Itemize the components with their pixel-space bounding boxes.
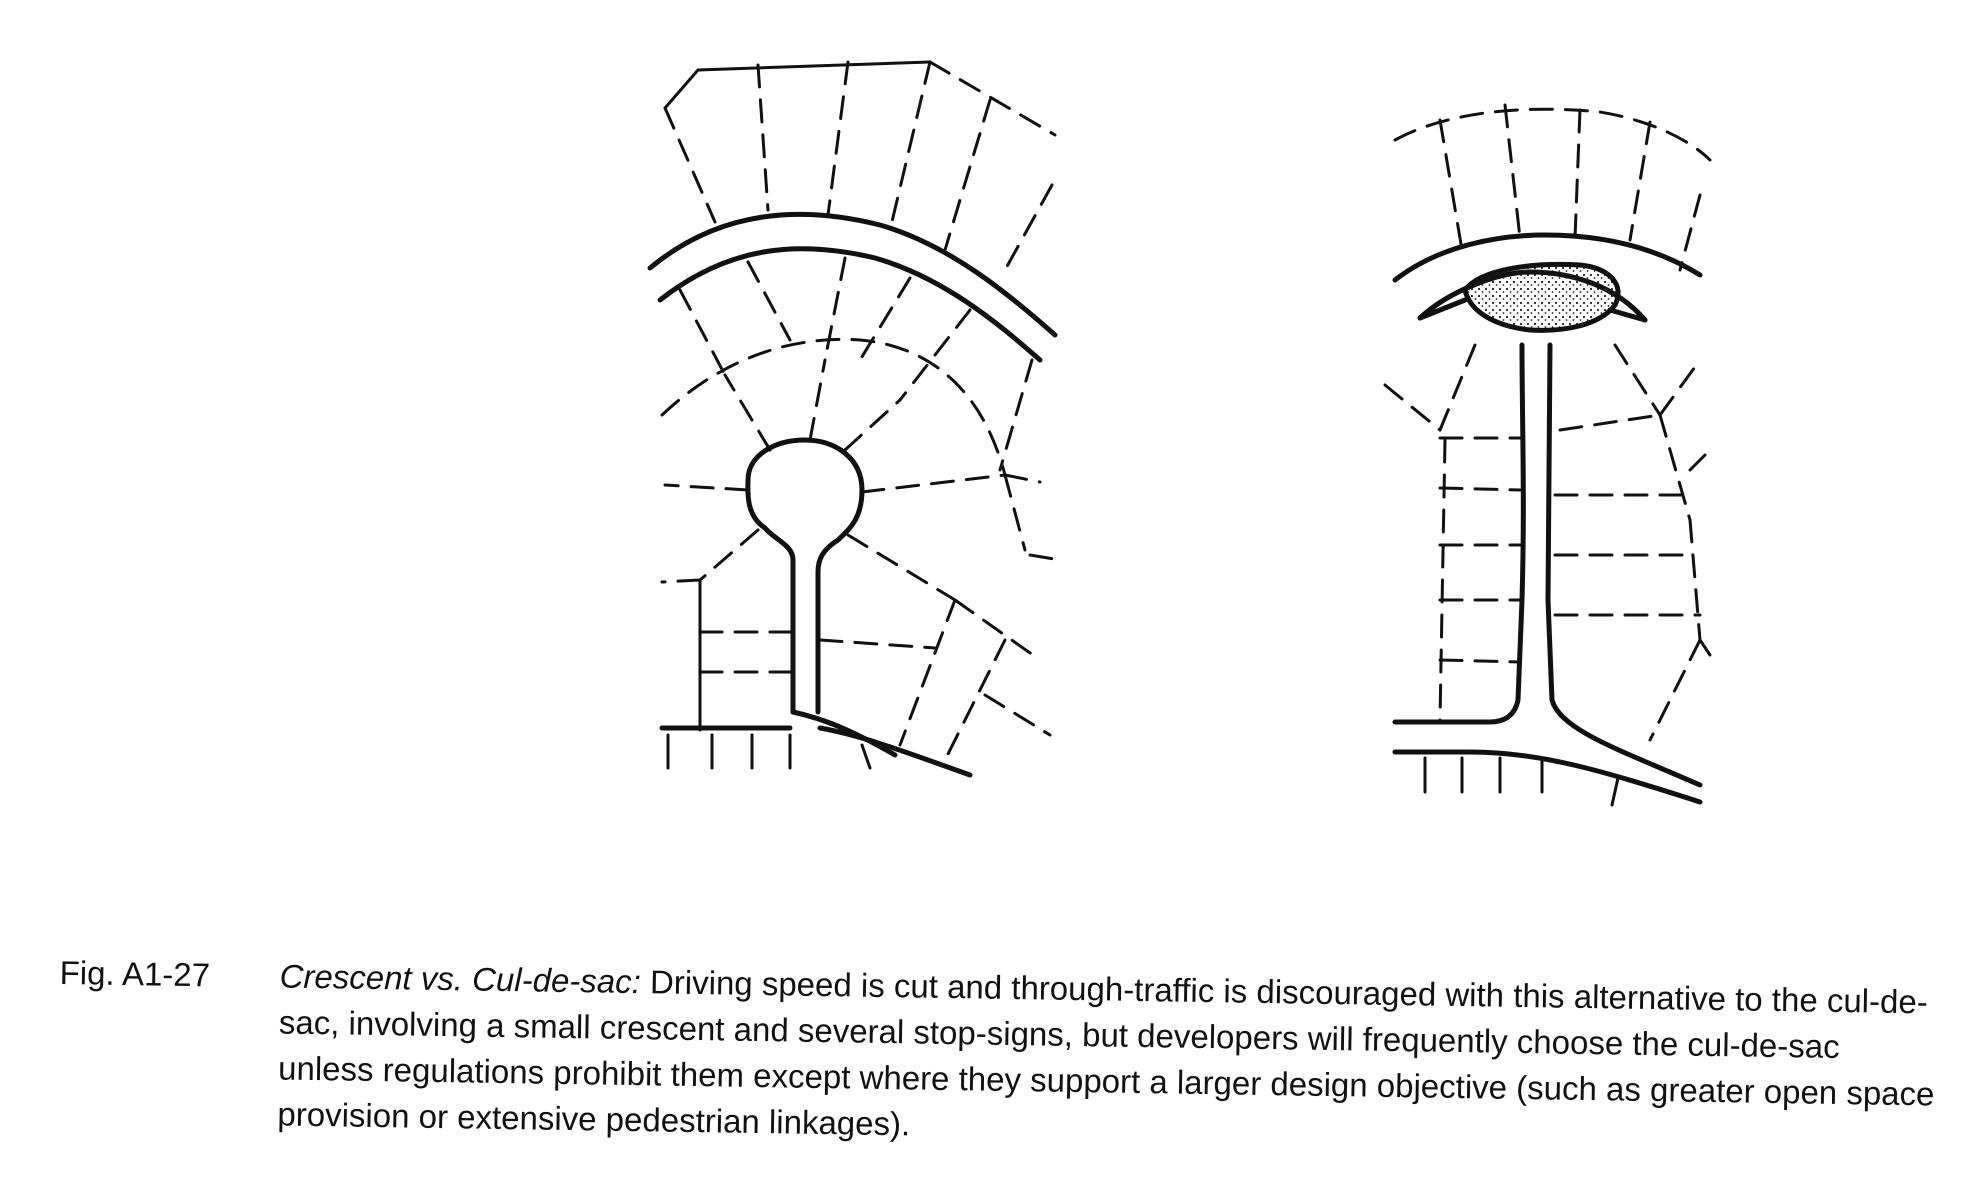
lot-line bbox=[1560, 415, 1660, 430]
lot-line bbox=[945, 100, 990, 250]
lot-line bbox=[1000, 360, 1032, 470]
lot-line bbox=[1030, 555, 1060, 560]
lot-line bbox=[680, 290, 725, 375]
figure-caption bbox=[59, 950, 1940, 1143]
lot-line bbox=[825, 258, 845, 360]
caption-text: Driving speed is cut and through-traffic is discouraged with this alternative to the cul-de-sac, involving a small crescent and several stop-signs, but developers will frequently choose the cul-de-sac unless regulations prohibit them except where they support a larger design objective (such as greater open space provision or extensive pedestrian linkages). bbox=[277, 963, 1935, 1143]
lot-line bbox=[1440, 120, 1462, 250]
lot-line bbox=[1440, 488, 1520, 490]
frontage-tick bbox=[1612, 778, 1618, 805]
lot-line bbox=[700, 530, 758, 580]
lot-line bbox=[1660, 360, 1700, 415]
lot-line bbox=[1690, 520, 1700, 640]
lot-line bbox=[1630, 122, 1650, 240]
lot-line bbox=[820, 640, 935, 648]
lot-line bbox=[662, 339, 1005, 475]
collector-road-outer bbox=[650, 214, 1055, 335]
lot-line bbox=[955, 600, 1040, 660]
crescent-island bbox=[1465, 264, 1618, 330]
lot-line bbox=[1385, 385, 1440, 430]
lot-line bbox=[900, 600, 955, 745]
lot-line bbox=[848, 535, 955, 600]
crescent-plan bbox=[1385, 105, 1710, 805]
lot-line bbox=[1440, 660, 1520, 662]
lot-line bbox=[1005, 185, 1052, 270]
lot-line bbox=[1680, 195, 1700, 270]
lot-line bbox=[890, 62, 930, 230]
lot-line bbox=[1660, 415, 1690, 520]
lot-line bbox=[725, 375, 770, 450]
lot-line bbox=[985, 695, 1050, 735]
lot-line bbox=[1700, 640, 1710, 655]
lot-line bbox=[1575, 110, 1580, 238]
cul-de-sac-road bbox=[748, 440, 862, 712]
figure-number: Fig. A1-27 bbox=[59, 953, 211, 994]
lot-line bbox=[1505, 105, 1520, 238]
lot-line bbox=[1005, 475, 1040, 482]
lot-line bbox=[665, 485, 748, 490]
lot-line bbox=[665, 108, 715, 222]
lot-line bbox=[1005, 475, 1025, 550]
lot-line bbox=[1440, 345, 1475, 430]
lot-line bbox=[930, 62, 1055, 135]
lot-line bbox=[828, 62, 848, 215]
lot-line bbox=[1650, 640, 1700, 740]
lot-line bbox=[862, 475, 1005, 492]
lot-line bbox=[1615, 345, 1660, 415]
lot-line bbox=[845, 400, 900, 450]
lot-line bbox=[758, 65, 768, 210]
stem-road-left bbox=[1395, 345, 1523, 722]
block-boundary-top bbox=[665, 62, 930, 108]
stem-road-right bbox=[1548, 345, 1700, 785]
lot-line bbox=[945, 640, 1005, 760]
lot-line bbox=[662, 580, 700, 582]
lot-line bbox=[1690, 455, 1705, 470]
lot-line bbox=[810, 360, 825, 440]
lot-line bbox=[748, 262, 790, 340]
frontage-tick bbox=[862, 745, 870, 768]
crescent-bottom-road bbox=[1395, 752, 1700, 802]
bottom-road-curve bbox=[820, 728, 970, 775]
cul-de-sac-plan bbox=[650, 62, 1060, 775]
caption-body bbox=[277, 953, 1940, 1163]
caption-title: Crescent vs. Cul-de-sac: bbox=[279, 957, 651, 1001]
lot-line bbox=[1440, 440, 1445, 720]
collector-road-inner bbox=[660, 249, 1040, 360]
